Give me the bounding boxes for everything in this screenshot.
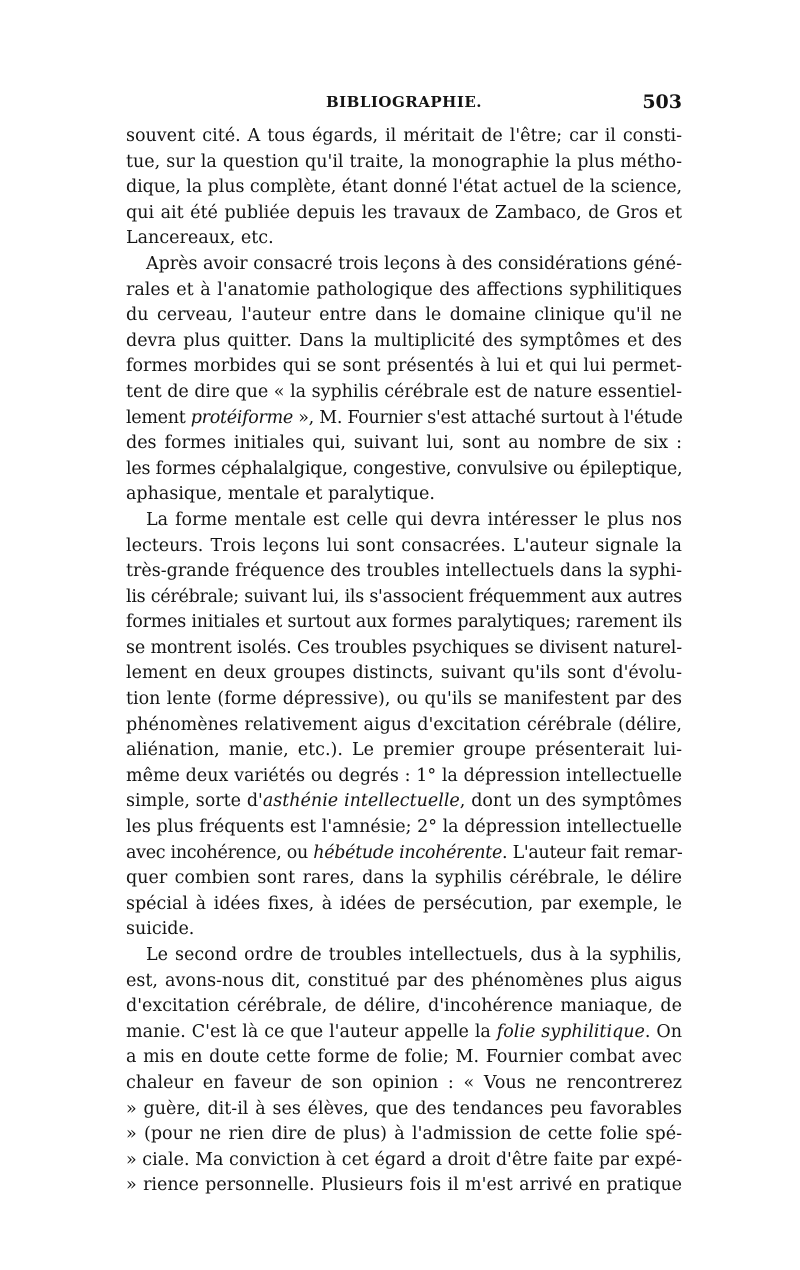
text-line — [126, 1020, 682, 1046]
text-segment: . L'auteur fait remar- — [502, 842, 683, 863]
text-line — [126, 789, 682, 815]
text-line: dique, la plus complète, étant donné l'état actuel de la science, — [126, 177, 682, 198]
text-line — [126, 406, 682, 432]
text-line: lis cérébrale; suivant lui, ils s'associent fréquemment aux autres — [126, 586, 682, 607]
running-header-title: BIBLIOGRAPHIE. — [325, 93, 483, 111]
text-line: quer combien sont rares, dans la syphilis cérébrale, le délire — [126, 868, 682, 889]
text-line: » (pour ne rien dire de plus) à l'admission de cette folie spé- — [126, 1124, 682, 1145]
text-line: les formes céphalalgique, congestive, convulsive ou épileptique, — [126, 458, 683, 479]
text-segment: », M. Fournier s'est attaché surtout à l'étude — [292, 407, 683, 428]
text-line: tue, sur la question qu'il traite, la monographie la plus métho- — [126, 151, 682, 172]
text-line: formes initiales et surtout aux formes paralytiques; rarement ils — [126, 612, 682, 633]
text-line: chaleur en faveur de son opinion : « Vous ne rencontrerez — [126, 1072, 682, 1093]
text-line: d'excitation cérébrale, de délire, d'incohérence maniaque, de — [126, 996, 682, 1017]
text-segment: avec incohérence, ou — [126, 842, 314, 863]
text-segment: , dont un des symptômes — [459, 791, 682, 812]
text-line: les plus fréquents est l'amnésie; 2° la dépression intellectuelle — [126, 817, 682, 838]
text-line: formes morbides qui se sont présentés à lui et qui lui permet- — [126, 356, 682, 377]
text-segment: simple, sorte d' — [126, 791, 263, 812]
text-line: aphasique, mentale et paralytique. — [126, 484, 435, 505]
text-line: Après avoir consacré trois leçons à des considérations géné- — [146, 253, 682, 274]
text-line: devra plus quitter. Dans la multiplicité des symptômes et des — [126, 330, 682, 351]
text-line — [126, 841, 682, 867]
page-number: 503 — [642, 91, 682, 113]
text-line: La forme mentale est celle qui devra intéresser le plus nos — [146, 509, 682, 530]
text-line: qui ait été publiée depuis les travaux de Zambaco, de Gros et — [126, 202, 682, 223]
text-line: Lancereaux, etc. — [126, 228, 274, 249]
text-line: souvent cité. A tous égards, il méritait de l'être; car il consti- — [126, 126, 682, 146]
text-line: des formes initiales qui, suivant lui, sont au nombre de six : — [126, 433, 682, 454]
text-line: a mis en doute cette forme de folie; M. Fournier combat avec — [126, 1047, 682, 1068]
text-line: lement en deux groupes distincts, suivant qu'ils sont d'évolu- — [126, 663, 682, 684]
text-line: est, avons-nous dit, constitué par des phénomènes plus aigus — [126, 970, 682, 991]
text-line: » guère, dit-il à ses élèves, que des tendances peu favorables — [126, 1098, 682, 1119]
text-line: se montrent isolés. Ces troubles psychiques se divisent naturel- — [126, 637, 682, 658]
italic-term: folie syphilitique — [496, 1021, 645, 1042]
text-line: tion lente (forme dépressive), ou qu'ils se manifestent par des — [126, 689, 682, 710]
text-line: du cerveau, l'auteur entre dans le domaine clinique qu'il ne — [126, 305, 682, 326]
text-line: suicide. — [126, 919, 195, 940]
text-segment: manie. C'est là ce que l'auteur appelle la — [126, 1021, 497, 1042]
italic-term: hébétude incohérente — [313, 842, 503, 863]
text-line: spécial à idées fixes, à idées de persécution, par exemple, le — [126, 893, 682, 914]
text-line: Le second ordre de troubles intellectuels, dus à la syphilis, — [146, 945, 682, 965]
text-segment: . On — [644, 1021, 682, 1042]
text-line: aliénation, manie, etc.). Le premier groupe présenterait lui- — [126, 740, 682, 761]
text-line: phénomènes relativement aigus d'excitation cérébrale (délire, — [126, 714, 682, 735]
text-line: rales et à l'anatomie pathologique des affections syphilitiques — [126, 279, 682, 300]
text-line: même deux variétés ou degrés : 1° la dépression intellectuelle — [126, 765, 682, 786]
italic-term: asthénie intellectuelle — [262, 791, 460, 812]
text-line: lecteurs. Trois leçons lui sont consacrées. L'auteur signale la — [126, 535, 682, 556]
text-segment: lement — [126, 407, 191, 428]
running-header — [126, 93, 682, 119]
text-line: très-grande fréquence des troubles intellectuels dans la syphi- — [126, 561, 682, 582]
text-line: » rience personnelle. Plusieurs fois il m'est arrivé en pratique — [126, 1175, 682, 1196]
text-line: tent de dire que « la syphilis cérébrale est de nature essentiel- — [126, 381, 682, 402]
italic-term: protéiforme — [190, 407, 293, 428]
text-line: » ciale. Ma conviction à cet égard a droit d'être faite par expé- — [126, 1149, 682, 1170]
body-text — [126, 124, 682, 1199]
